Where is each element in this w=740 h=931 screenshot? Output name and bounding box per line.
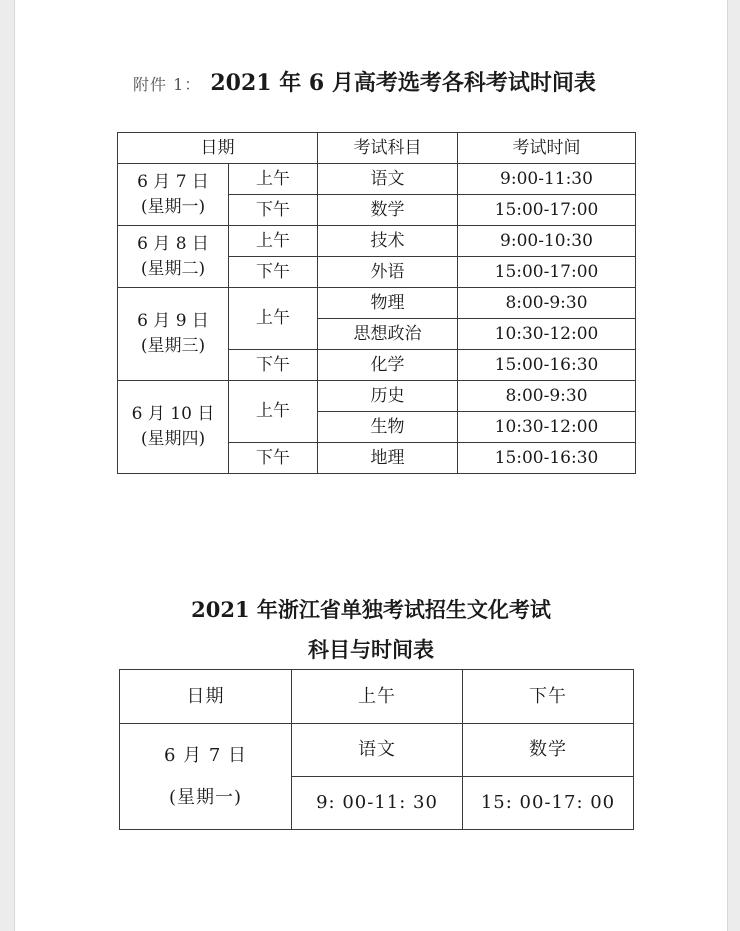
subject-cell: 技术 [318,226,458,257]
time-cell: 15:00-16:30 [458,350,636,381]
subject-cell: 数学 [318,195,458,226]
header-time: 考试时间 [458,133,636,164]
subject-cell: 历史 [318,381,458,412]
date-text: 6 月 8 日 [137,233,209,254]
am-time: 9: 00-11: 30 [292,777,463,830]
time-cell: 8:00-9:30 [458,288,636,319]
am-subject: 语文 [292,724,463,777]
header-pm: 下午 [463,670,634,724]
table1-heading [133,66,596,97]
weekday-text: (星期二) [140,258,206,279]
date-cell [118,288,229,381]
time-cell: 15:00-17:00 [458,257,636,288]
date-cell [120,724,292,830]
date-text: 6 月 7 日 [137,171,209,192]
subject-cell: 语文 [318,164,458,195]
weekday-text: (星期一) [168,786,243,808]
pm-subject: 数学 [463,724,634,777]
header-date: 日期 [120,670,292,724]
period-cell: 下午 [229,195,318,226]
time-cell: 9:00-11:30 [458,164,636,195]
header-date: 日期 [118,133,318,164]
header-am: 上午 [292,670,463,724]
attachment-label: 附件 1： [133,75,202,94]
period-cell: 上午 [229,381,318,443]
table2-title-line2: 科目与时间表 [308,637,434,662]
subject-cell: 化学 [318,350,458,381]
table2-title-line1: 2021 年浙江省单独考试招生文化考试 [191,597,551,622]
date-text: 6 月 7 日 [163,745,248,767]
weekday-text: (星期三) [140,336,206,356]
time-cell: 15:00-17:00 [458,195,636,226]
period-cell: 下午 [229,257,318,288]
period-cell: 下午 [229,443,318,474]
table-header-row [120,670,634,724]
subject-cell: 物理 [318,288,458,319]
period-cell: 下午 [229,350,318,381]
table-row [118,288,636,319]
date-text: 6 月 10 日 [131,404,215,425]
table-row [118,226,636,257]
subject-cell: 生物 [318,412,458,443]
table-row [118,381,636,412]
table1-title: 2021 年 6 月高考选考各科考试时间表 [210,70,596,96]
date-cell [118,381,229,474]
period-cell: 上午 [229,226,318,257]
document-page [14,0,728,931]
time-cell: 10:30-12:00 [458,412,636,443]
date-cell [118,226,229,288]
single-exam-schedule-table [119,669,634,830]
date-text: 6 月 9 日 [137,311,209,332]
period-cell: 上午 [229,164,318,195]
date-cell [118,164,229,226]
time-cell: 9:00-10:30 [458,226,636,257]
period-cell: 上午 [229,288,318,350]
pm-time: 15: 00-17: 00 [463,777,634,830]
header-subject: 考试科目 [318,133,458,164]
gaokao-schedule-table [117,132,636,474]
time-cell: 8:00-9:30 [458,381,636,412]
table-row [118,164,636,195]
time-cell: 10:30-12:00 [458,319,636,350]
subject-cell: 外语 [318,257,458,288]
table-row [120,724,634,777]
subject-cell: 地理 [318,443,458,474]
time-cell: 15:00-16:30 [458,443,636,474]
table-header-row [118,133,636,164]
subject-cell: 思想政治 [318,319,458,350]
weekday-text: (星期一) [140,196,206,217]
weekday-text: (星期四) [140,429,206,449]
